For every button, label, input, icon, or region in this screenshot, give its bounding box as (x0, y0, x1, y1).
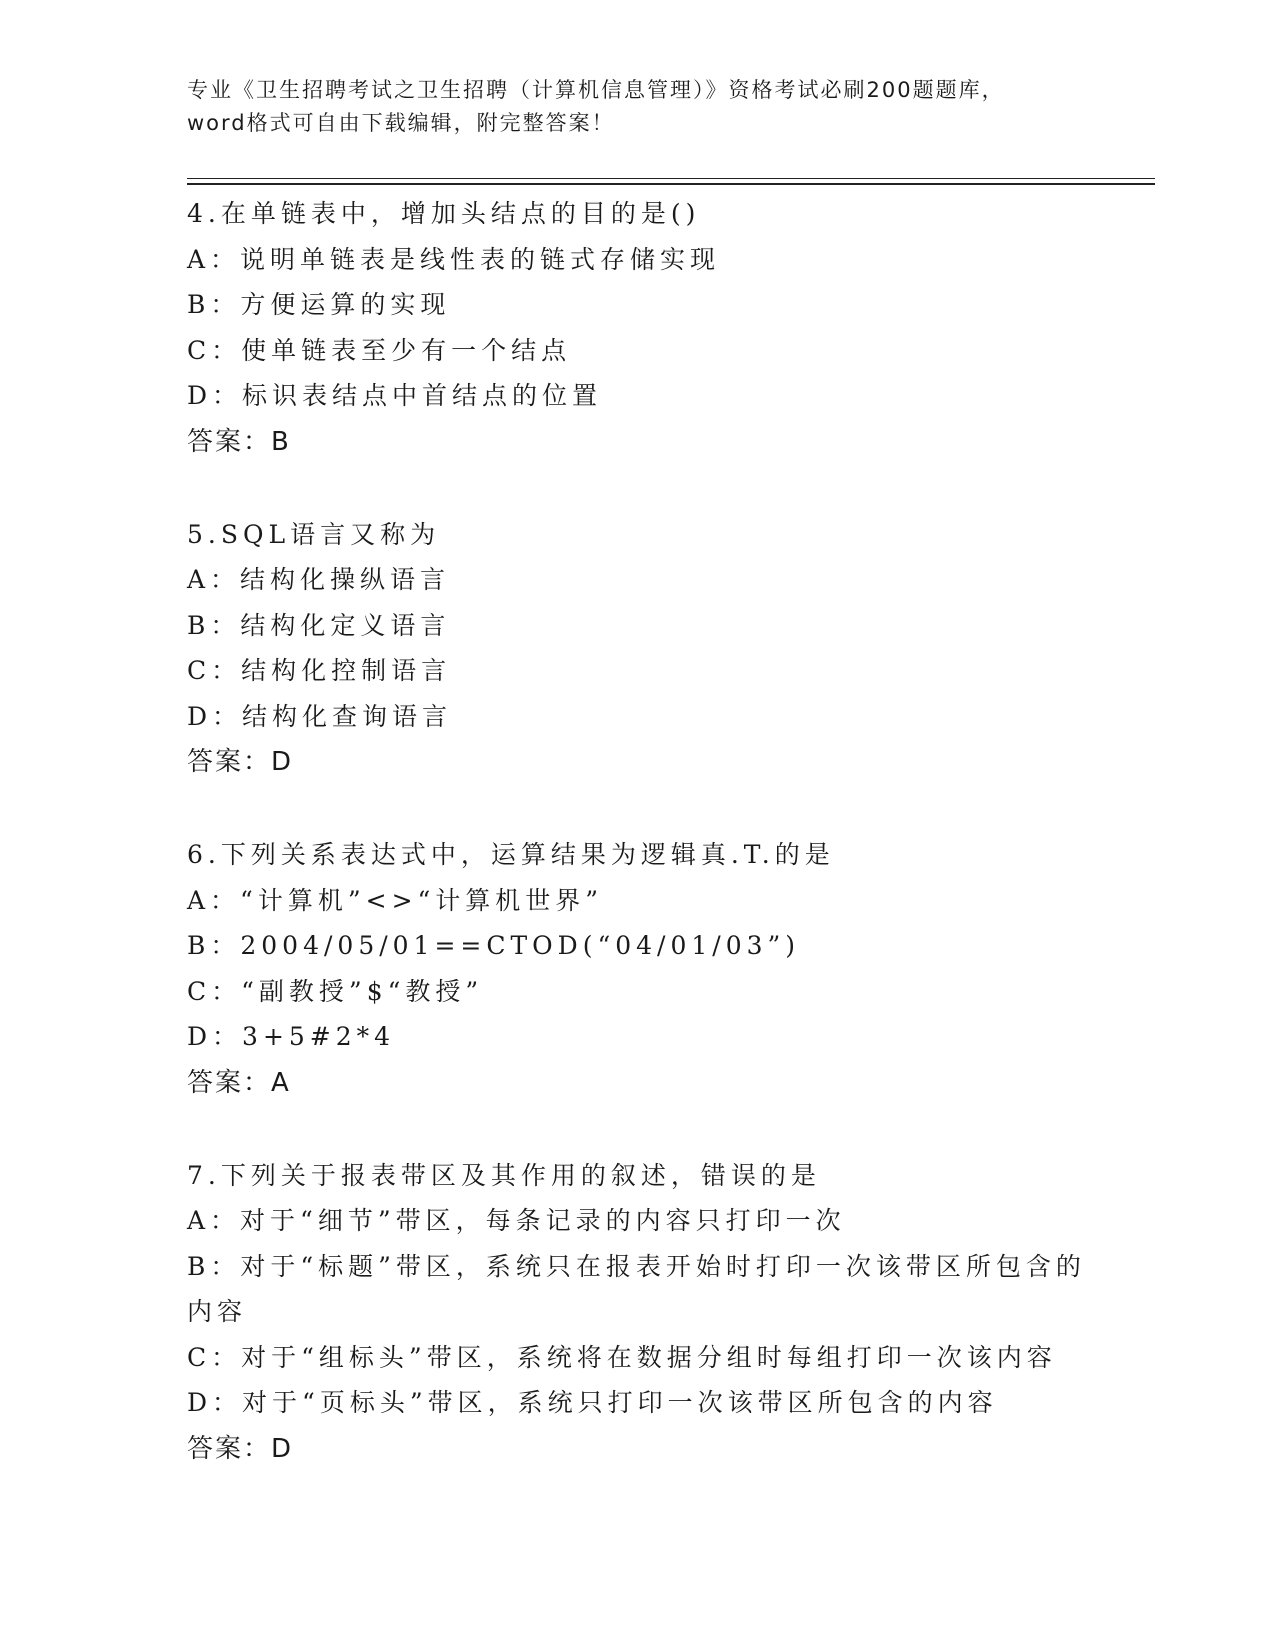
option-d: D：3+5#2*4 (187, 1022, 396, 1051)
option-c: C：“副教授”$“教授” (187, 976, 484, 1006)
option-b: B：2004/05/01==CTOD(“04/01/03”) (187, 931, 801, 960)
header-title-line-2: word格式可自由下载编辑，附完整答案！ (187, 111, 615, 135)
header-divider-thick (187, 183, 1155, 185)
option-c: C：结构化控制语言 (187, 656, 452, 685)
option-d: D：结构化查询语言 (187, 701, 453, 731)
answer-label: 答案：A (187, 1067, 291, 1098)
answer-label: 答案：D (187, 747, 294, 777)
answer-label: 答案：D (187, 1433, 294, 1464)
option-b: B：结构化定义语言 (187, 610, 451, 640)
option-a: A：说明单链表是线性表的链式存储实现 (187, 244, 721, 274)
option-a: A：“计算机”<>“计算机世界” (187, 885, 604, 915)
option-a: A：结构化操纵语言 (187, 565, 451, 594)
option-b: B：对于“标题”带区，系统只在报表开始时打印一次该带区所包含的内容 (187, 1251, 1086, 1326)
header-title-line-1: 专业《卫生招聘考试之卫生招聘（计算机信息管理）》资格考试必刷200题题库， (187, 78, 1005, 102)
option-a: A：对于“细节”带区，每条记录的内容只打印一次 (187, 1206, 846, 1235)
document-header (187, 74, 1087, 140)
option-b: B：方便运算的实现 (187, 290, 451, 319)
question-6 (187, 832, 1087, 1106)
question-stem: 4.在单链表中，增加头结点的目的是() (187, 199, 701, 228)
header-divider-thin (187, 178, 1155, 179)
option-d: D：对于“页标头”带区，系统只打印一次该带区所包含的内容 (187, 1388, 998, 1417)
answer-label: 答案：B (187, 426, 291, 457)
question-4 (187, 191, 1087, 465)
question-5 (187, 512, 1087, 786)
question-stem: 7.下列关于报表带区及其作用的叙述，错误的是 (187, 1160, 821, 1190)
question-list (187, 191, 1087, 1519)
question-stem: 5.SQL语言又称为 (187, 519, 441, 549)
option-d: D：标识表结点中首结点的位置 (187, 381, 603, 410)
option-c: C：对于“组标头”带区，系统将在数据分组时每组打印一次该内容 (187, 1342, 1057, 1372)
question-7 (187, 1153, 1087, 1472)
option-c: C：使单链表至少有一个结点 (187, 335, 572, 365)
question-stem: 6.下列关系表达式中，运算结果为逻辑真.T.的是 (187, 840, 835, 869)
